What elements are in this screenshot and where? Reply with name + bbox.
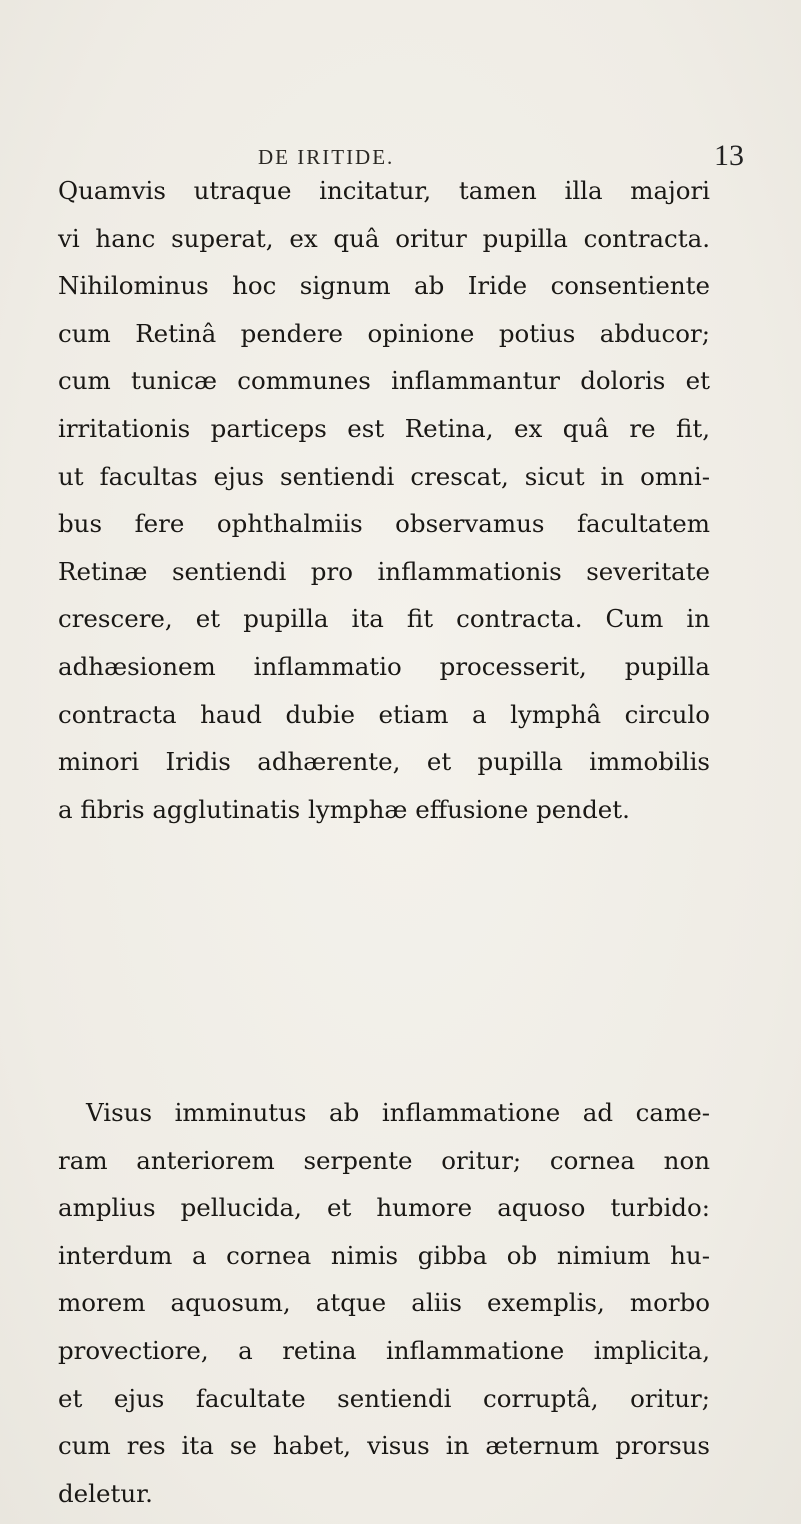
text-line: cum tunicæ communes inflammantur doloris et <box>58 366 710 396</box>
text-line: interdum a cornea nimis gibba ob nimium hu- <box>58 1240 710 1270</box>
text-line: Nihilominus hoc signum ab Iride consentiente <box>58 271 710 301</box>
text-line: ut facultas ejus sentiendi crescat, sicut in omni- <box>58 461 710 491</box>
page-number: 13 <box>714 139 744 172</box>
text-line: Visus imminutus ab inflammatione ad came- <box>86 1098 710 1127</box>
text-line: cum res ita se habet, visus in æternum prorsus <box>58 1431 710 1461</box>
text-line: minori Iridis adhærente, et pupilla immobilis <box>58 747 710 777</box>
text-line: et ejus facultate sentiendi corruptâ, oritur; <box>58 1383 710 1413</box>
text-line: provectiore, a retina inflammatione implicita, <box>58 1335 710 1365</box>
running-title: DE IRITIDE. <box>258 145 395 169</box>
text-line: adhæsionem inflammatio processerit, pupilla <box>58 651 710 681</box>
text-line: crescere, et pupilla ita fit contracta. Cum in <box>58 604 710 634</box>
text-line: Quamvis utraque incitatur, tamen illa majori <box>58 176 710 205</box>
text-line: ram anteriorem serpente oritur; cornea non <box>58 1145 710 1175</box>
text-line: deletur. <box>58 1478 153 1508</box>
text-line: irritationis particeps est Retina, ex quâ re fit, <box>58 413 710 443</box>
paragraph-2 <box>58 1089 710 1517</box>
text-line: vi hanc superat, ex quâ oritur pupilla contracta. <box>58 223 710 253</box>
text-line: bus fere ophthalmiis observamus facultatem <box>58 509 710 539</box>
text-line: a fibris agglutinatis lymphæ effusione pendet. <box>58 794 630 824</box>
text-line: morem aquosum, atque aliis exemplis, morbo <box>58 1288 710 1318</box>
text-line: Retinæ sentiendi pro inflammationis severitate <box>58 556 710 586</box>
paragraph-1 <box>58 167 710 833</box>
text-line: contracta haud dubie etiam a lymphâ circulo <box>58 699 710 729</box>
text-line: amplius pellucida, et humore aquoso turbido: <box>58 1193 710 1223</box>
text-line: cum Retinâ pendere opinione potius abducor; <box>58 318 710 348</box>
